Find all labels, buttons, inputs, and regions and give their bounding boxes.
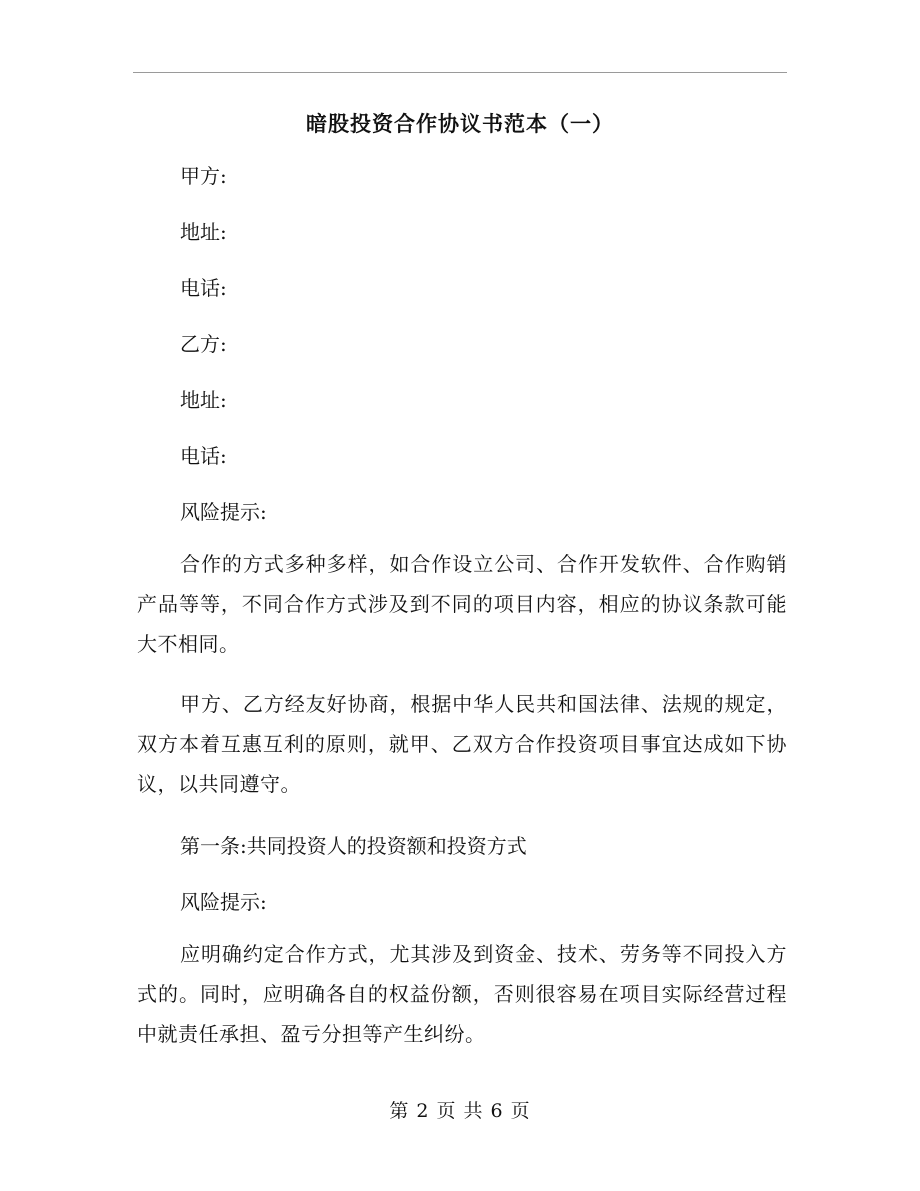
paragraph-agreement-intro: 甲方、乙方经友好协商，根据中华人民共和国法律、法规的规定，双方本着互惠互利的原则，就甲、乙双方合作投资项目事宜达成如下协议，以共同遵守。 bbox=[137, 692, 787, 796]
party-b-phone-label: 电话: bbox=[180, 444, 227, 468]
party-a-address-label: 地址: bbox=[180, 220, 227, 244]
risk-label-1: 风险提示: bbox=[180, 500, 267, 524]
page-footer: 第 2 页 共 6 页 bbox=[389, 1100, 531, 1122]
article-1-heading: 第一条:共同投资人的投资额和投资方式 bbox=[180, 834, 527, 858]
document-title: 暗股投资合作协议书范本（一） bbox=[306, 112, 614, 136]
paragraph-risk-note: 应明确约定合作方式，尤其涉及到资金、技术、劳务等不同投入方式的。同时，应明确各自的权益份额，否则很容易在项目实际经营过程中就责任承担、盈亏分担等产生纠纷。 bbox=[137, 942, 787, 1046]
party-a-label: 甲方: bbox=[180, 164, 227, 188]
header-rule bbox=[133, 72, 787, 73]
risk-label-2: 风险提示: bbox=[180, 890, 267, 914]
party-b-address-label: 地址: bbox=[180, 388, 227, 412]
paragraph-cooperation-methods: 合作的方式多种多样，如合作设立公司、合作开发软件、合作购销产品等等，不同合作方式涉及到不同的项目内容，相应的协议条款可能大不相同。 bbox=[137, 552, 787, 656]
party-a-phone-label: 电话: bbox=[180, 276, 227, 300]
party-b-label: 乙方: bbox=[180, 332, 227, 356]
